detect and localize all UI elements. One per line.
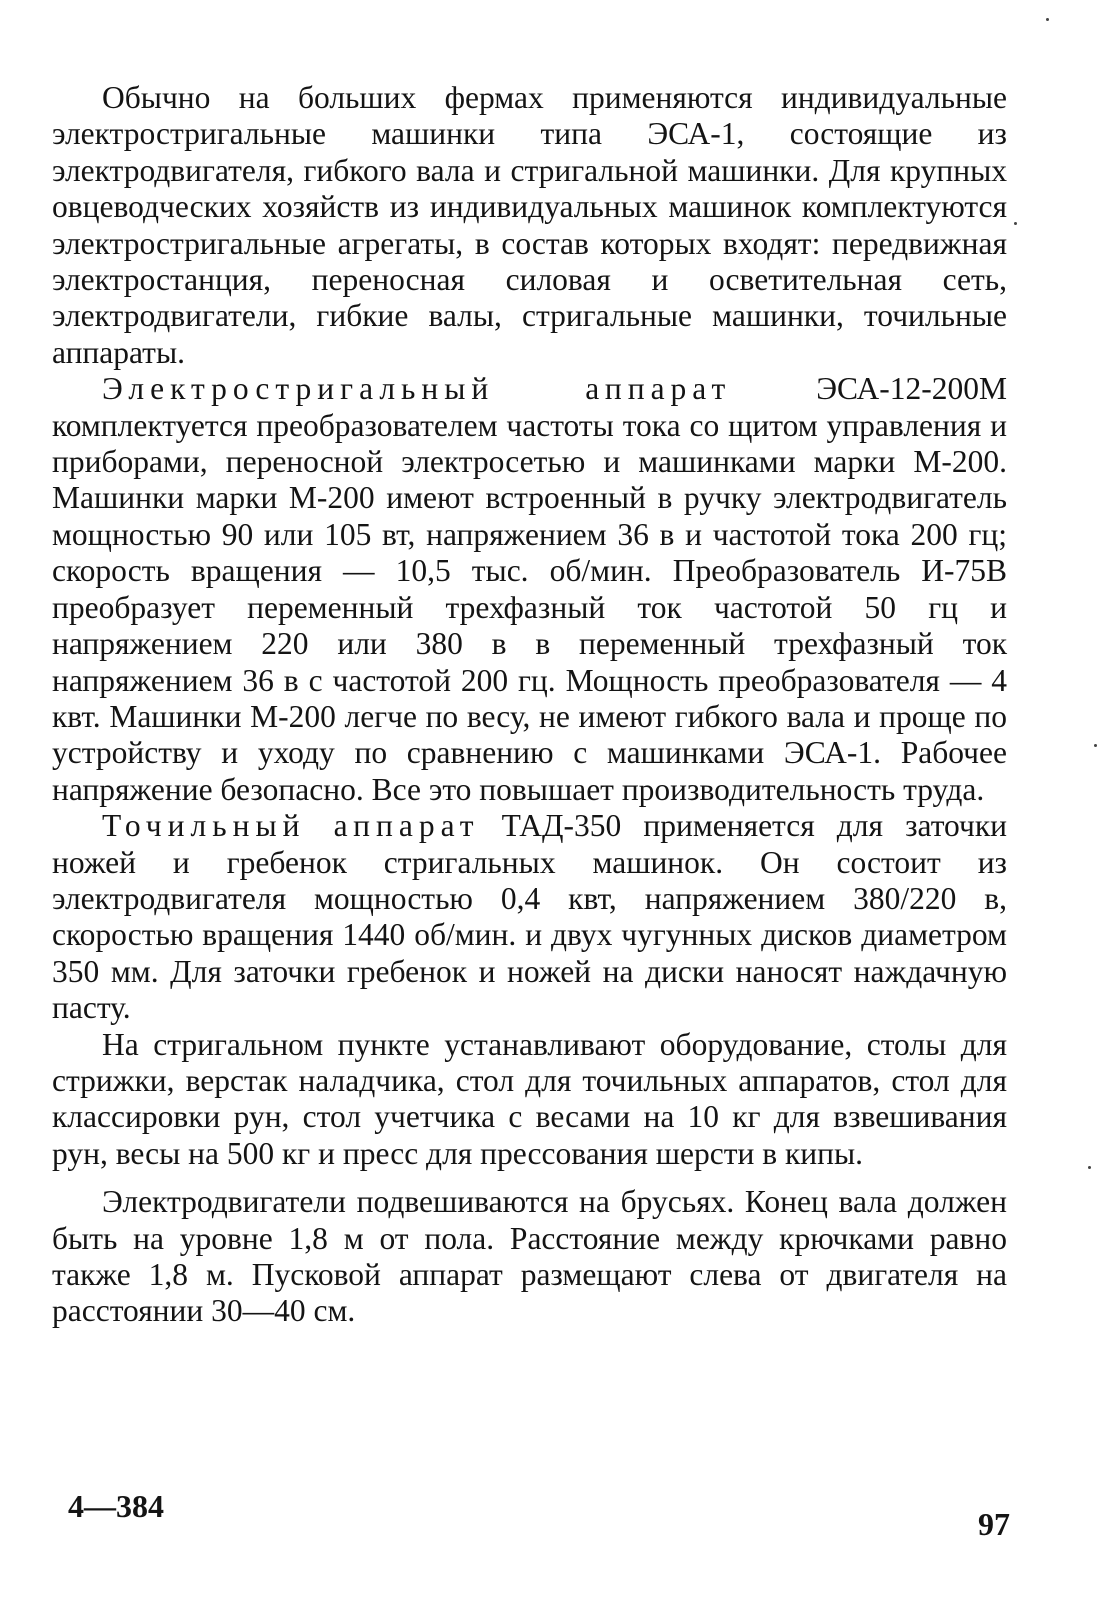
- paragraph-text: ЭСА-12-200М комплектуется преобразователем частоты тока со щитом управления и приборами, переносной электросетью и машинками марки М-200. Машинки марки М-200 имеют встроенный в ручку электродвигатель мощностью 90 или 105 вт, напряжением 36 в и частотой тока 200 гц; скорость вращения — 10,5 тыс. об/мин. Преобразователь И-75В преобразует переменный трехфазный ток частотой 50 гц и напряжением 220 или 380 в в переменный трехфазный ток напряжением 36 в с частотой 200 гц. Мощность преобразователя — 4 квт. Машинки М-200 легче по весу, не имеют гибкого вала и проще по устройству и уходу по сравнению с машинками ЭСА-1. Рабочее напряжение безопасно. Все это повышает производительность труда.: [52, 371, 1007, 807]
- scan-speck: [1046, 18, 1049, 21]
- paragraph-intro: [52, 80, 1007, 371]
- paragraph-motors: [52, 1184, 1007, 1330]
- paragraph-shearing-point: [52, 1027, 1007, 1173]
- scan-speck: [1014, 222, 1017, 225]
- page-number: 97: [978, 1506, 1010, 1542]
- paragraph-text: Электродвигатели подвешиваются на брусьях. Конец вала должен быть на уровне 1,8 м от пола. Расстояние между крючками равно также 1,8 м. Пусковой аппарат размещают слева от двигателя на расстоянии 30—40 см.: [52, 1184, 1007, 1329]
- page-body: [52, 80, 1007, 1330]
- paragraph-text: На стригальном пункте устанавливают оборудование, столы для стрижки, верстак наладчика, стол для точильных аппаратов, стол для классировки рун, стол учетчика с весами на 10 кг для взвешивания рун, весы на 500 кг и пресс для прессования шерсти в кипы.: [52, 1026, 1007, 1171]
- paragraph-lead-term: Точильный аппарат: [102, 808, 480, 844]
- scan-speck: [1094, 744, 1097, 747]
- scan-speck: [1088, 1166, 1091, 1169]
- printer-signature: 4—384: [68, 1488, 164, 1524]
- paragraph-sharpening-apparatus: [52, 808, 1007, 1026]
- paragraph-esa-apparatus: [52, 371, 1007, 808]
- paragraph-text: Обычно на больших фермах применяются индивидуальные электростригальные машинки типа ЭСА-1, состоящие из электродвигателя, гибкого вала и стригальной машинки. Для крупных овцеводческих хозяйств из индивидуальных машинок комплектуются электростригальные агрегаты, в состав которых входят: передвижная электростанция, переносная силовая и осветительная сеть, электродвигатели, гибкие валы, стригальные машинки, точильные аппараты.: [52, 80, 1007, 370]
- paragraph-lead-term: Электростригальный аппарат: [102, 371, 732, 407]
- paragraph-text: ТАД-350 применяется для заточки ножей и гребенок стригальных машинок. Он состоит из электродвигателя мощностью 0,4 квт, напряжением 380/220 в, скоростью вращения 1440 об/мин. и двух чугунных дисков диаметром 350 мм. Для заточки гребенок и ножей на диски наносят наждачную пасту.: [52, 808, 1007, 1026]
